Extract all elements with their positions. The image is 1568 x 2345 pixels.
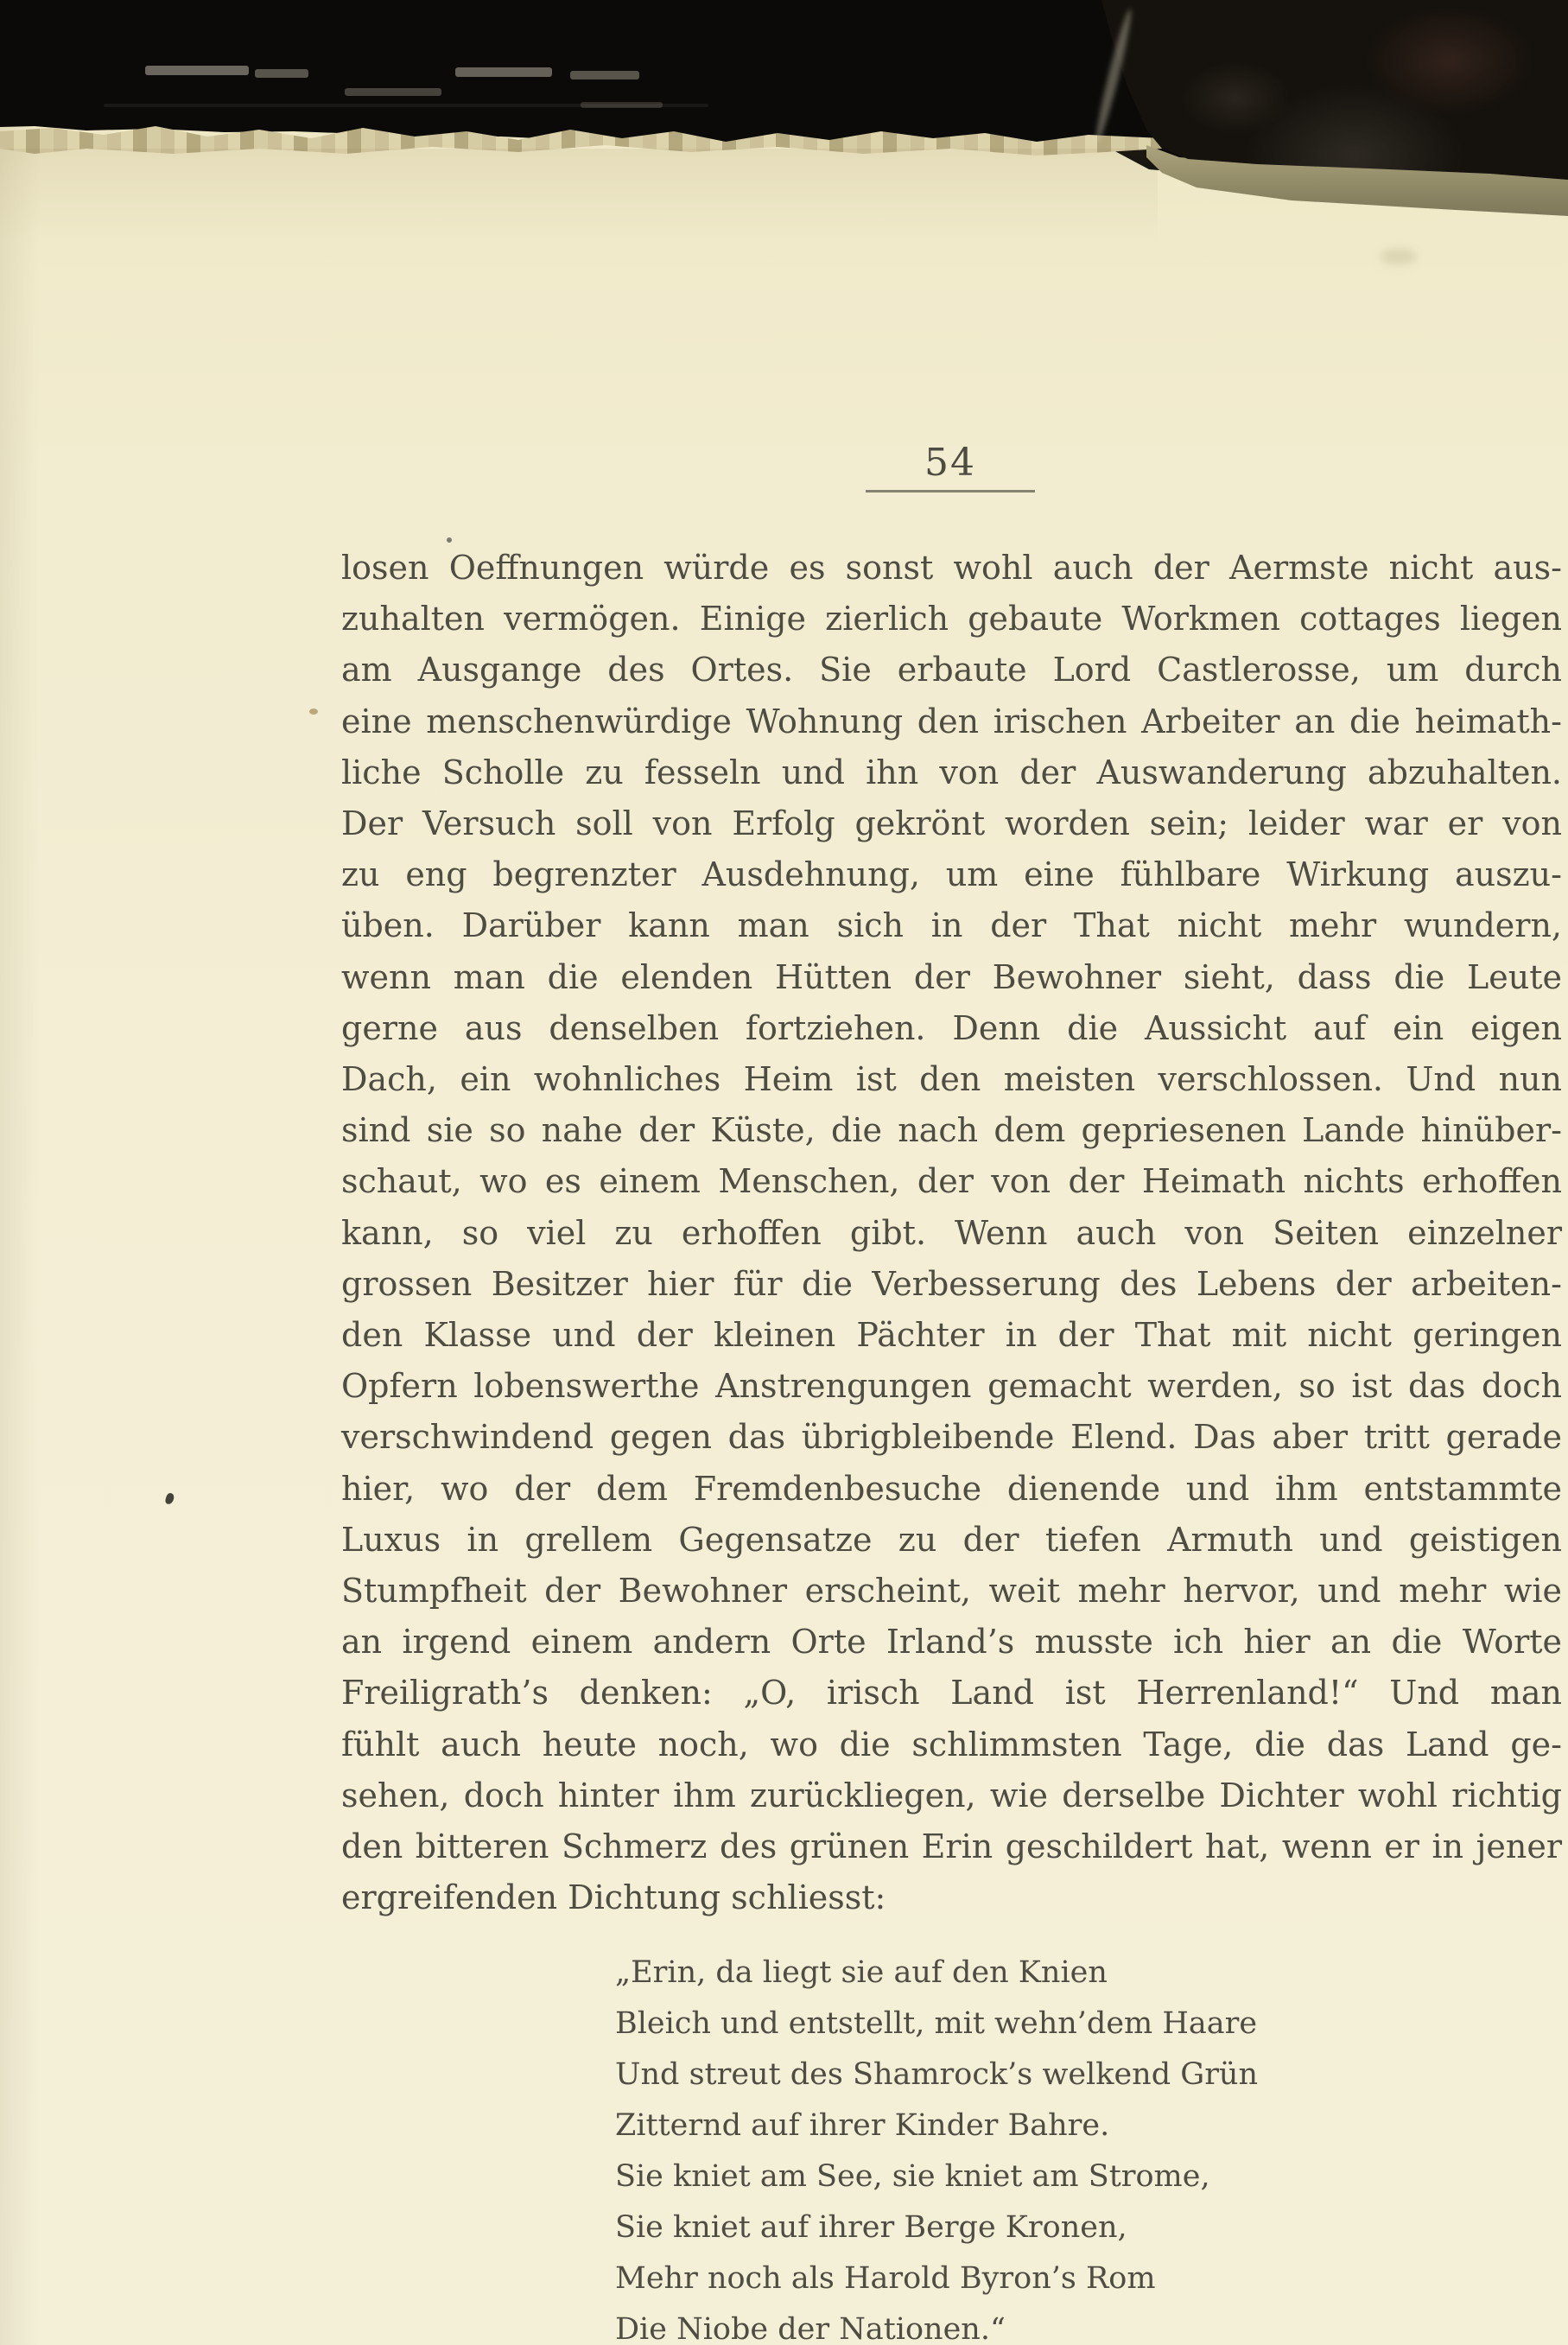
paragraph-line: fühlt auch heute noch, wo die schlimmsten Tage, die das Land ge- <box>341 1725 1562 1764</box>
paragraph-line: Opfern lobenswerthe Anstrengungen gemacht werden, so ist das doch <box>341 1367 1562 1406</box>
poem-line: Die Niobe der Nationen.“ <box>615 2312 1006 2345</box>
band-reflection <box>255 69 308 78</box>
book-clamp-corner <box>1093 0 1568 218</box>
paragraph-line: sehen, doch hinter ihm zurückliegen, wie derselbe Dichter wohl richtig <box>341 1776 1562 1814</box>
paragraph-line: gerne aus denselben fortziehen. Denn die Aussicht auf ein eigen <box>341 1008 1562 1047</box>
paragraph-line: wenn man die elenden Hütten der Bewohner sieht, dass die Leute <box>341 957 1562 996</box>
poem-line: Und streut des Shamrock’s welkend Grün <box>615 2057 1259 2092</box>
band-reflection <box>145 66 249 75</box>
paragraph-line: liche Scholle zu fesseln und ihn von der Auswanderung abzuhalten. <box>341 753 1562 791</box>
paragraph-line: am Ausgange des Ortes. Sie erbaute Lord Castlerosse, um durch <box>341 651 1562 690</box>
paragraph-line: Luxus in grellem Gegensatze zu der tiefen Armuth und geistigen <box>341 1520 1562 1559</box>
paper-speck <box>309 709 318 715</box>
band-reflection <box>345 88 441 96</box>
scan-smudge <box>1381 249 1417 264</box>
paragraph-line: hier, wo der dem Fremdenbesuche dienende und ihm entstammte <box>341 1469 1562 1508</box>
poem-line: Sie kniet am See, sie kniet am Strome, <box>615 2159 1210 2194</box>
edge-shadow <box>0 149 1158 244</box>
paragraph-line: Dach, ein wohnliches Heim ist den meisten verschlossen. Und nun <box>341 1060 1562 1099</box>
poem-line: Zitternd auf ihrer Kinder Bahre. <box>615 2108 1110 2143</box>
paragraph-line: grossen Besitzer hier für die Verbesserung des Lebens der arbeiten- <box>341 1264 1562 1303</box>
page-number-rule <box>866 490 1035 493</box>
paragraph-line: verschwindend gegen das übrigbleibende Elend. Das aber tritt gerade <box>341 1418 1562 1457</box>
band-reflection <box>104 104 708 107</box>
paragraph-line: an irgend einem andern Orte Irland’s musste ich hier an die Worte <box>341 1623 1562 1662</box>
poem-line: Sie kniet auf ihrer Berge Kronen, <box>615 2210 1127 2245</box>
paragraph-line: ergreifenden Dichtung schliesst: <box>341 1878 886 1917</box>
paragraph-line: Stumpfheit der Bewohner erscheint, weit mehr hervor, und mehr wie <box>341 1572 1562 1611</box>
paragraph-line: sind sie so nahe der Küste, die nach dem gepriesenen Lande hinüber- <box>341 1111 1562 1150</box>
paragraph-line: üben. Darüber kann man sich in der That nicht mehr wundern, <box>341 906 1562 945</box>
band-reflection <box>570 71 639 79</box>
page-number: 54 <box>924 441 976 485</box>
paragraph-line: kann, so viel zu erhoffen gibt. Wenn auch von Seiten einzelner <box>341 1213 1562 1252</box>
paragraph-line: eine menschenwürdige Wohnung den irischen Arbeiter an die heimath- <box>341 702 1562 740</box>
poem-quotation <box>615 1948 1393 2345</box>
paragraph-line: den Klasse und der kleinen Pächter in der That mit nicht geringen <box>341 1316 1562 1355</box>
paragraph-line: den bitteren Schmerz des grünen Erin geschildert hat, wenn er in jener <box>341 1827 1562 1866</box>
paragraph-line: Freiligrath’s denken: „O, irisch Land ist Herrenland!“ Und man <box>341 1674 1562 1713</box>
ink-speck <box>164 1492 175 1505</box>
band-reflection <box>455 67 552 77</box>
paragraph-line: zu eng begrenzter Ausdehnung, um eine fühlbare Wirkung auszu- <box>341 855 1562 894</box>
ink-speck <box>447 537 452 543</box>
poem-line: Mehr noch als Harold Byron’s Rom <box>615 2261 1156 2296</box>
paragraph-line: Der Versuch soll von Erfolg gekrönt worden sein; leider war er von <box>341 804 1562 843</box>
paragraph-line: schaut, wo es einem Menschen, der von der Heimath nichts erhoffen <box>341 1162 1562 1201</box>
page-left-shading <box>0 0 40 2345</box>
paragraph-line: zuhalten vermögen. Einige zierlich gebaute Workmen cottages liegen <box>341 600 1562 639</box>
poem-line: „Erin, da liegt sie auf den Knien <box>615 1955 1108 1990</box>
poem-line: Bleich und entstellt, mit wehn’dem Haare <box>615 2006 1258 2041</box>
main-paragraph <box>341 543 1562 1923</box>
paragraph-line: losen Oeffnungen würde es sonst wohl auch der Aermste nicht aus- <box>341 549 1562 587</box>
